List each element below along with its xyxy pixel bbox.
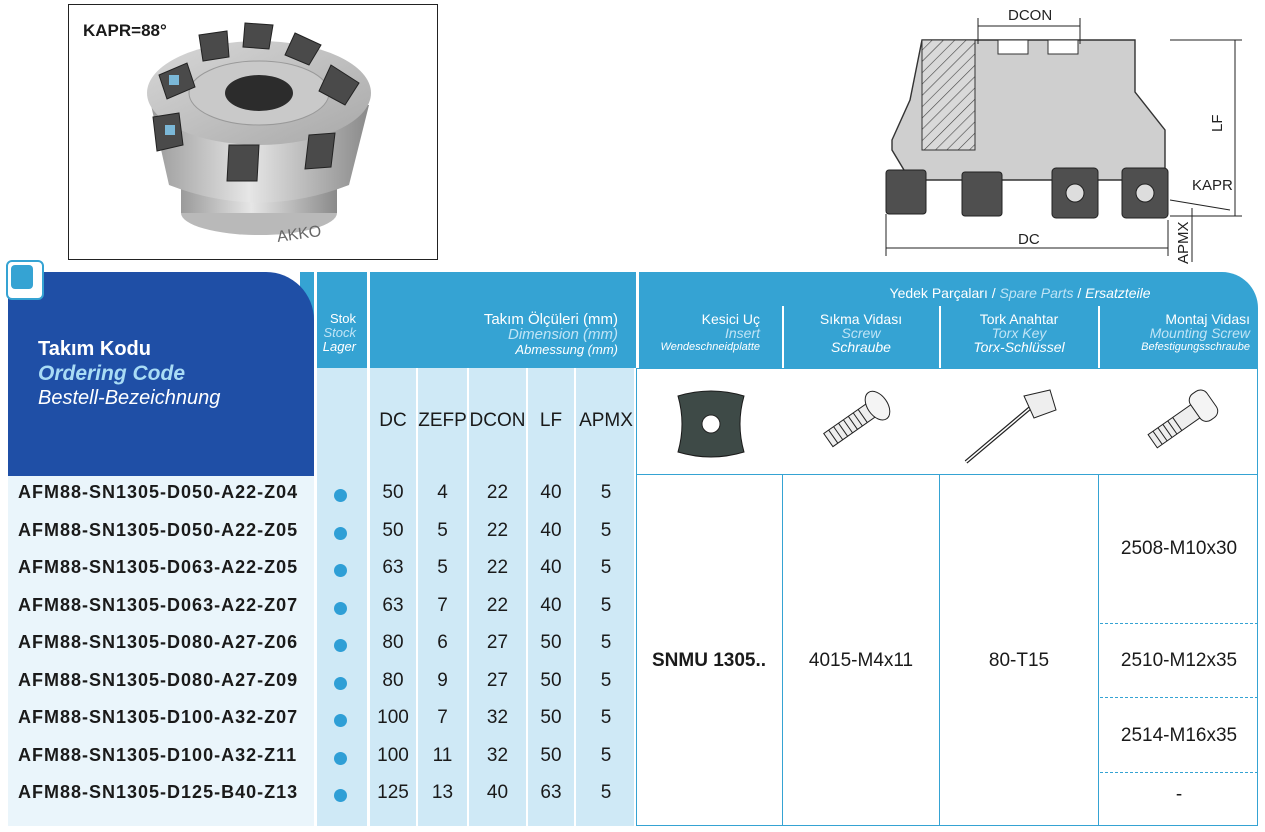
key-header bbox=[941, 312, 1097, 354]
key-value: 80-T15 bbox=[988, 650, 1050, 671]
screw-icon bbox=[812, 384, 902, 456]
mount-header bbox=[1100, 312, 1250, 354]
stock-dot bbox=[334, 564, 347, 577]
row-ordering-code: AFM88-SN1305-D080-A27-Z06 bbox=[18, 632, 299, 652]
spare-tr: Yedek Parçaları bbox=[889, 285, 988, 301]
row-dc: 100 bbox=[377, 744, 409, 766]
row-zefp: 6 bbox=[437, 632, 448, 653]
row-lf: 50 bbox=[540, 744, 562, 766]
dimensions-header bbox=[372, 312, 618, 357]
spare-parts-header: Yedek Parçaları / Spare Parts / Ersatzteile bbox=[889, 285, 1151, 301]
drawing-dc-label: DC bbox=[1018, 231, 1040, 248]
insert-en: Insert bbox=[724, 325, 760, 341]
mount-value-1: 2508-M10x30 bbox=[1120, 538, 1238, 559]
title-en: Ordering Code bbox=[38, 362, 186, 385]
row-ordering-code: AFM88-SN1305-D100-A32-Z11 bbox=[18, 744, 298, 765]
row-ordering-code: AFM88-SN1305-D050-A22-Z04 bbox=[18, 482, 299, 502]
mount-value-2: 2510-M12x35 bbox=[1120, 650, 1238, 671]
col-dcon: DCON bbox=[469, 410, 526, 431]
insert-value: SNMU 1305.. bbox=[651, 650, 767, 671]
insert-header bbox=[640, 312, 760, 354]
row-zefp: 13 bbox=[431, 782, 454, 803]
row-ordering-code: AFM88-SN1305-D063-A22-Z07 bbox=[18, 594, 299, 615]
row-apmx: 5 bbox=[600, 519, 612, 541]
stock-dot bbox=[334, 789, 347, 802]
stock-tr: Stok bbox=[329, 311, 356, 326]
row-dc: 50 bbox=[382, 482, 404, 503]
mount-tr: Montaj Vidası bbox=[1165, 311, 1250, 327]
insert-icon bbox=[672, 382, 750, 466]
row-apmx: 5 bbox=[600, 557, 612, 578]
col-lf: LF bbox=[539, 410, 563, 431]
row-lf: 40 bbox=[540, 557, 562, 578]
drawing-lf-label: LF bbox=[1209, 114, 1226, 132]
mounting-screw-icon bbox=[1138, 384, 1228, 456]
row-zefp: 11 bbox=[432, 744, 453, 766]
row-dc: 100 bbox=[377, 707, 409, 728]
product-photo-box bbox=[68, 4, 438, 260]
stock-dot bbox=[334, 714, 347, 727]
row-ordering-code: AFM88-SN1305-D050-A22-Z05 bbox=[18, 519, 299, 540]
screw-de: Schraube bbox=[831, 339, 891, 355]
row-ordering-code: AFM88-SN1305-D125-B40-Z13 bbox=[18, 782, 299, 802]
screw-value: 4015-M4x11 bbox=[808, 650, 914, 671]
torx-key-icon bbox=[958, 380, 1068, 470]
key-de: Torx-Schlüssel bbox=[973, 339, 1065, 355]
key-tr: Tork Anahtar bbox=[979, 311, 1059, 327]
row-dc: 80 bbox=[382, 669, 404, 691]
row-dcon: 22 bbox=[486, 557, 509, 578]
row-lf: 50 bbox=[540, 632, 562, 653]
row-zefp: 5 bbox=[437, 519, 448, 541]
row-dcon: 32 bbox=[486, 707, 509, 728]
row-apmx: 5 bbox=[600, 632, 612, 653]
corner-tab-icon bbox=[6, 260, 44, 300]
dims-de: Abmessung (mm) bbox=[515, 342, 618, 357]
screw-tr: Sıkma Vidası bbox=[819, 311, 903, 327]
row-dcon: 32 bbox=[486, 744, 509, 766]
brand-text: AKKO bbox=[275, 222, 323, 246]
row-apmx: 5 bbox=[600, 669, 612, 691]
mount-en: Mounting Screw bbox=[1149, 325, 1250, 341]
drawing-dcon-label: DCON bbox=[1008, 7, 1053, 24]
row-dcon: 27 bbox=[486, 632, 509, 653]
row-apmx: 5 bbox=[600, 782, 612, 803]
row-dc: 80 bbox=[382, 632, 404, 653]
row-dc: 50 bbox=[382, 519, 404, 541]
row-lf: 50 bbox=[540, 669, 562, 691]
row-dc: 63 bbox=[382, 557, 404, 578]
title-de: Bestell-Bezeichnung bbox=[38, 387, 221, 409]
row-zefp: 5 bbox=[437, 557, 448, 578]
row-dc: 125 bbox=[377, 782, 409, 803]
row-dcon: 27 bbox=[486, 669, 509, 691]
milling-cutter-photo bbox=[69, 5, 437, 259]
stock-dot bbox=[334, 752, 347, 765]
spare-de: Ersatzteile bbox=[1085, 285, 1151, 301]
row-apmx: 5 bbox=[600, 594, 612, 616]
spare-en: Spare Parts bbox=[999, 285, 1074, 301]
row-ordering-code: AFM88-SN1305-D063-A22-Z05 bbox=[18, 557, 299, 577]
row-ordering-code: AFM88-SN1305-D100-A32-Z07 bbox=[18, 707, 299, 727]
dims-tr: Takım Ölçüleri (mm) bbox=[483, 311, 618, 328]
drawing-kapr-label: KAPR bbox=[1192, 177, 1233, 194]
stock-dot bbox=[334, 602, 347, 615]
title-tr: Takım Kodu bbox=[38, 338, 151, 360]
row-lf: 40 bbox=[540, 594, 562, 616]
row-zefp: 4 bbox=[437, 482, 448, 503]
row-apmx: 5 bbox=[600, 744, 612, 766]
row-zefp: 7 bbox=[437, 707, 448, 728]
kapr-label: KAPR=88° bbox=[83, 21, 167, 40]
stock-dot bbox=[334, 527, 347, 540]
screw-en: Screw bbox=[841, 325, 881, 341]
technical-drawing bbox=[870, 0, 1265, 270]
row-apmx: 5 bbox=[600, 707, 612, 728]
col-zefp: ZEFP bbox=[418, 410, 467, 431]
insert-de: Wendeschneidplatte bbox=[660, 341, 760, 353]
row-lf: 63 bbox=[540, 782, 562, 803]
insert-tr: Kesici Uç bbox=[701, 311, 760, 327]
mount-value-3: 2514-M16x35 bbox=[1120, 725, 1238, 746]
row-dcon: 40 bbox=[486, 782, 509, 803]
screw-header bbox=[784, 312, 938, 354]
row-lf: 50 bbox=[540, 707, 562, 728]
key-en: Torx Key bbox=[991, 325, 1047, 341]
row-zefp: 9 bbox=[437, 669, 448, 691]
row-apmx: 5 bbox=[600, 482, 612, 503]
mount-de: Befestigungsschraube bbox=[1141, 341, 1250, 353]
row-dcon: 22 bbox=[486, 594, 509, 616]
row-lf: 40 bbox=[540, 482, 562, 503]
col-dc: DC bbox=[379, 410, 407, 431]
stock-de: Lager bbox=[322, 339, 356, 354]
row-dcon: 22 bbox=[486, 482, 509, 503]
row-zefp: 7 bbox=[437, 594, 448, 616]
row-dcon: 22 bbox=[486, 519, 509, 541]
stock-dot bbox=[334, 489, 347, 502]
stock-dot bbox=[334, 677, 347, 690]
row-ordering-code: AFM88-SN1305-D080-A27-Z09 bbox=[18, 669, 299, 690]
stock-en: Stock bbox=[323, 325, 356, 340]
mount-value-4: - bbox=[1175, 784, 1183, 805]
stock-dot bbox=[334, 639, 347, 652]
drawing-apmx-label: APMX bbox=[1175, 221, 1192, 264]
row-dc: 63 bbox=[382, 594, 404, 616]
stock-header bbox=[316, 312, 356, 354]
ordering-code-header bbox=[8, 272, 314, 476]
row-lf: 40 bbox=[540, 519, 562, 541]
col-apmx: APMX bbox=[579, 410, 633, 431]
dims-en: Dimension (mm) bbox=[507, 326, 618, 343]
